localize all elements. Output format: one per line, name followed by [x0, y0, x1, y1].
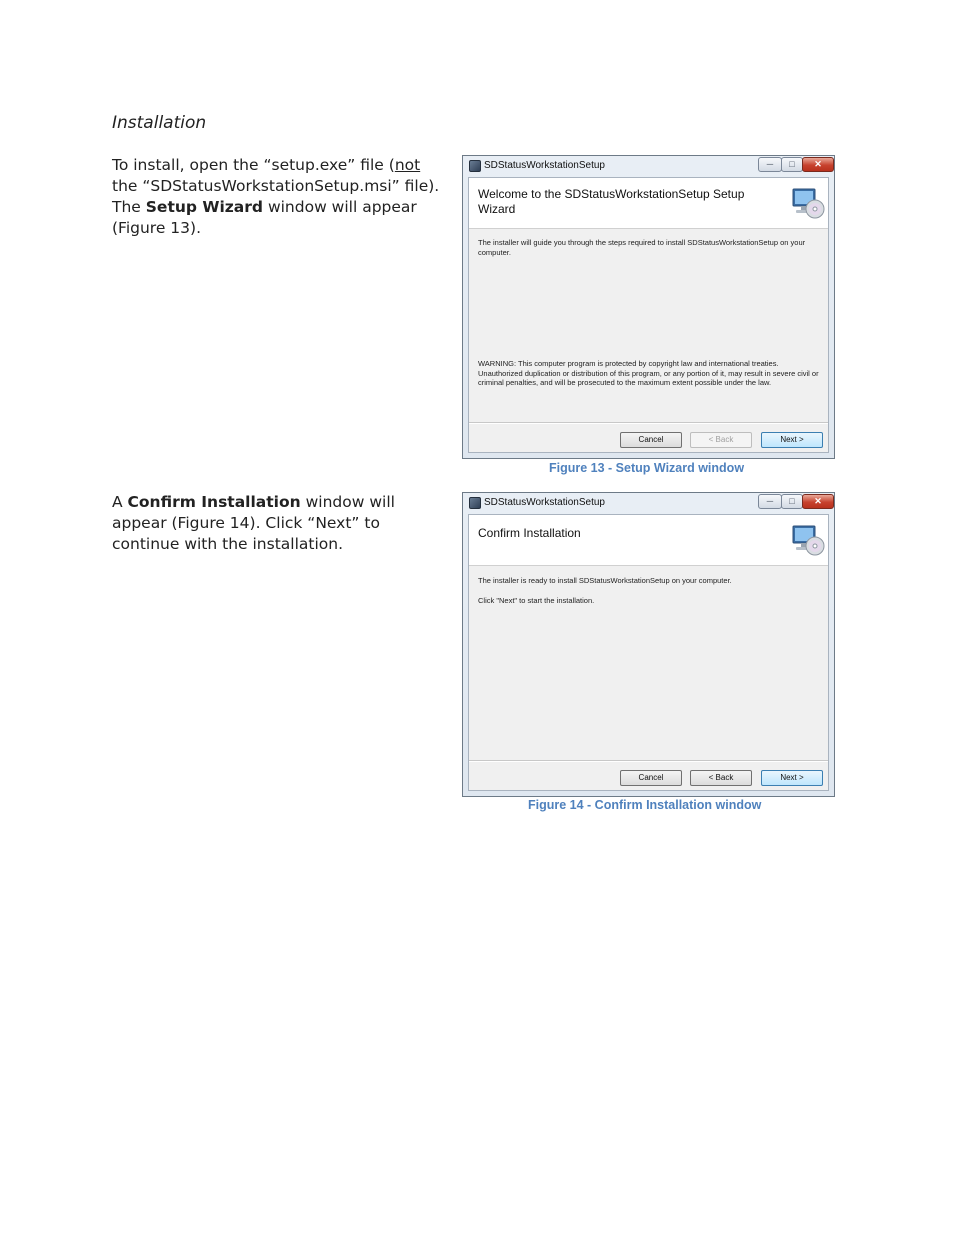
computer-cd-icon: [791, 524, 825, 556]
window-title: SDStatusWorkstationSetup: [484, 160, 605, 171]
next-button[interactable]: Next >: [761, 770, 823, 786]
ready-text: The installer is ready to install SDStatusWorkstationSetup on your computer.: [478, 576, 732, 585]
wizard-banner: [469, 178, 828, 229]
p2-text-2: window will appear (Figure 14). Click “Next” to continue with the installation.: [112, 493, 395, 553]
paragraph-setup-instructions: [112, 155, 447, 239]
banner-title: Welcome to the SDStatusWorkstationSetup Setup Wizard: [478, 187, 745, 216]
installer-app-icon: [469, 160, 481, 172]
p2-confirm-installation-term: Confirm Installation: [127, 493, 301, 511]
window-titlebar[interactable]: [463, 156, 834, 176]
back-button[interactable]: < Back: [690, 770, 752, 786]
back-button[interactable]: < Back: [690, 432, 752, 448]
copyright-warning: WARNING: This computer program is protected by copyright law and international treaties. Unauthorized duplication or distribution of this program, or any portion of it, may result in severe civil or criminal penalties, and will be prosecuted to the maximum extent possible under the law.: [478, 359, 819, 387]
footer-separator: [469, 422, 828, 424]
window-title: SDStatusWorkstationSetup: [484, 497, 605, 508]
figure13-caption: Figure 13 - Setup Wizard window: [549, 461, 745, 475]
intro-text: The installer will guide you through the steps required to install SDStatusWorkstationSetup on your computer.: [478, 238, 806, 257]
p1-text-1: To install, open the “setup.exe” file (: [112, 156, 395, 174]
installer-app-icon: [469, 497, 481, 509]
start-instruction-text: Click "Next" to start the installation.: [478, 596, 595, 605]
p1-not-emphasis: not: [394, 156, 421, 174]
wizard-banner: [469, 515, 828, 566]
maximize-button[interactable]: □: [781, 157, 803, 172]
cancel-button[interactable]: Cancel: [620, 770, 682, 786]
next-button[interactable]: Next >: [761, 432, 823, 448]
close-button[interactable]: ✕: [802, 157, 834, 172]
close-button[interactable]: ✕: [802, 494, 834, 509]
footer-separator: [469, 760, 828, 762]
window-client-area: [468, 177, 829, 453]
p1-text-3: window will appear (Figure 13).: [112, 198, 417, 237]
window-client-area: [468, 514, 829, 791]
banner-title: Confirm Installation: [478, 526, 581, 540]
section-heading: Installation: [112, 113, 207, 133]
minimize-button[interactable]: ─: [758, 157, 782, 172]
cancel-button[interactable]: Cancel: [620, 432, 682, 448]
p1-text-2: the “SDStatusWorkstationSetup.msi” file). The: [112, 177, 440, 216]
maximize-button[interactable]: □: [781, 494, 803, 509]
window-titlebar[interactable]: [463, 493, 834, 513]
p2-text-1: A: [112, 493, 128, 511]
minimize-button[interactable]: ─: [758, 494, 782, 509]
figure14-caption: Figure 14 - Confirm Installation window: [528, 798, 762, 812]
setup-wizard-window: [462, 155, 835, 459]
paragraph-confirm-instructions: [112, 492, 447, 555]
computer-cd-icon: [791, 187, 825, 219]
confirm-installation-window: [462, 492, 835, 797]
p1-setup-wizard-term: Setup Wizard: [145, 198, 264, 216]
